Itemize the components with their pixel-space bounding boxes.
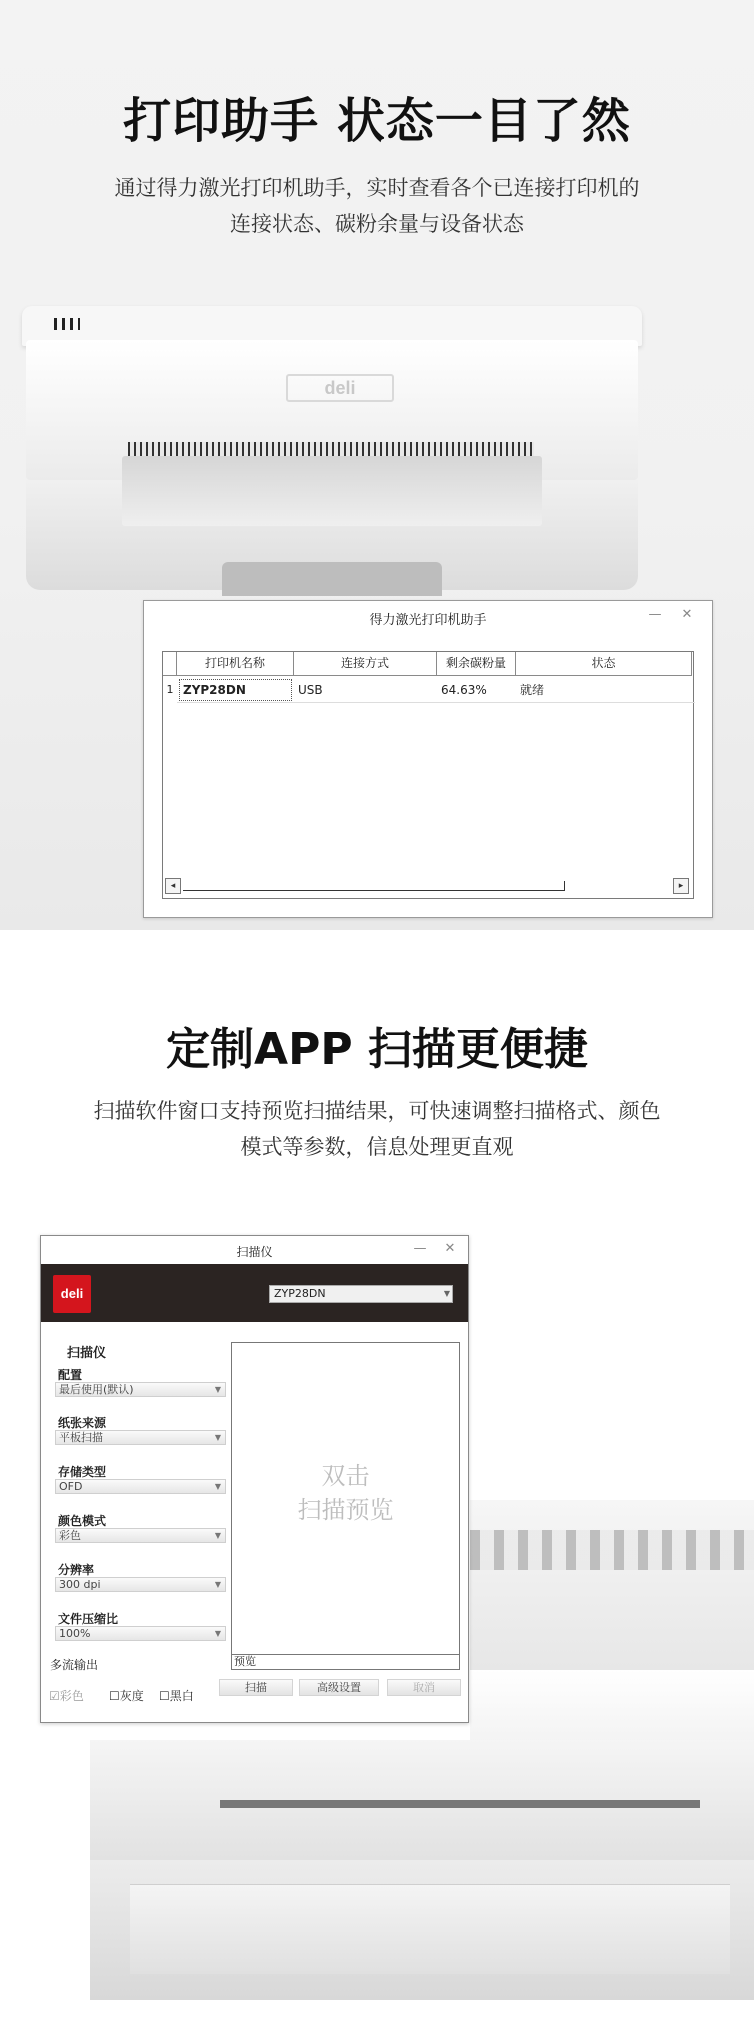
device-select[interactable]	[269, 1285, 453, 1303]
column-header-printer-name[interactable]: 打印机名称	[177, 652, 294, 676]
section2-heading: 定制APP 扫描更便捷	[166, 1024, 588, 1075]
device-select-value: ZYP28DN	[274, 1287, 326, 1300]
label-compression: 文件压缩比	[58, 1612, 119, 1626]
chevron-down-icon: ▼	[214, 1580, 222, 1589]
select-config-value: 最后使用(默认)	[59, 1383, 134, 1396]
checkbox-checked-icon: ☑	[49, 1689, 60, 1703]
select-color-mode-value: 彩色	[59, 1529, 81, 1542]
section1-subtitle-line1: 通过得力激光打印机助手，实时查看各个已连接打印机的	[114, 176, 640, 200]
multi-stream-label: 多流输出	[50, 1658, 99, 1672]
preview-hint-line2: 扫描预览	[297, 1496, 394, 1524]
select-paper-source[interactable]	[55, 1430, 226, 1445]
chevron-down-icon: ▼	[214, 1482, 222, 1491]
section2-subtitle-line2: 模式等参数，信息处理更直观	[240, 1135, 514, 1159]
printer-assistant-window	[143, 600, 713, 918]
scanner-window-title: 扫描仪	[236, 1245, 273, 1259]
minimize-button[interactable]: —	[648, 607, 662, 622]
printer-output-slot	[128, 442, 534, 456]
section2-subtitle	[40, 1093, 714, 1165]
select-compression[interactable]	[55, 1626, 226, 1641]
select-storage-type-value: OFD	[59, 1480, 83, 1493]
cell-connection[interactable]: USB	[298, 683, 323, 697]
printer2-scanner-bed	[470, 1500, 754, 1680]
label-resolution: 分辨率	[58, 1563, 95, 1577]
printer-paper-tray	[222, 562, 442, 596]
cell-status[interactable]: 就绪	[520, 683, 545, 697]
column-header-status[interactable]: 状态	[516, 652, 692, 676]
printer2-front-door	[130, 1884, 730, 1974]
chevron-down-icon: ▼	[443, 1289, 450, 1298]
scanner-header-bar	[41, 1264, 468, 1322]
select-config[interactable]	[55, 1382, 226, 1397]
window-titlebar	[144, 601, 712, 631]
printer-image	[22, 306, 642, 596]
preview-label: 预览	[231, 1654, 460, 1670]
close-button[interactable]: ✕	[681, 607, 693, 622]
checkbox-color-label: 彩色	[59, 1689, 84, 1703]
select-resolution-value: 300 dpi	[59, 1578, 101, 1591]
chevron-down-icon: ▼	[214, 1433, 222, 1442]
chevron-down-icon: ▼	[214, 1531, 222, 1540]
select-storage-type[interactable]	[55, 1479, 226, 1494]
horizontal-scrollbar[interactable]	[165, 878, 691, 894]
label-paper-source: 纸张来源	[58, 1416, 107, 1430]
cell-printer-name[interactable]: ZYP28DN	[183, 683, 246, 697]
select-compression-value: 100%	[59, 1627, 91, 1640]
section2-subtitle-line1: 扫描软件窗口支持预览扫描结果，可快速调整扫描格式、颜色	[93, 1099, 661, 1123]
table-corner-header	[163, 652, 177, 676]
checkbox-bw[interactable]	[159, 1687, 194, 1704]
close-button[interactable]: ✕	[444, 1241, 456, 1256]
scroll-right-arrow-icon[interactable]: ▸	[673, 878, 689, 894]
scroll-left-arrow-icon[interactable]: ◂	[165, 878, 181, 894]
checkbox-gray[interactable]	[109, 1687, 144, 1704]
checkbox-gray-label: 灰度	[119, 1689, 144, 1703]
label-color-mode: 颜色模式	[58, 1514, 107, 1528]
select-resolution[interactable]	[55, 1577, 226, 1592]
checkbox-bw-label: 黑白	[169, 1689, 194, 1703]
checkbox-unchecked-icon: ☐	[109, 1689, 120, 1703]
scanner-window	[40, 1235, 469, 1723]
section1-subtitle-line2: 连接状态、碳粉余量与设备状态	[230, 212, 524, 236]
select-color-mode[interactable]	[55, 1528, 226, 1543]
cell-toner[interactable]: 64.63%	[441, 683, 487, 697]
settings-section-title: 扫描仪	[67, 1346, 107, 1361]
column-header-connection[interactable]: 连接方式	[294, 652, 437, 676]
printer-vent	[54, 318, 80, 330]
section1-heading: 打印助手 状态一目了然	[123, 93, 631, 149]
column-header-toner[interactable]: 剩余碳粉量	[437, 652, 516, 676]
printer-list-table	[162, 651, 694, 899]
checkbox-color[interactable]	[49, 1687, 84, 1704]
checkbox-unchecked-icon: ☐	[159, 1689, 170, 1703]
row-divider	[177, 702, 695, 703]
window-title: 得力激光打印机助手	[369, 613, 487, 628]
scan-button[interactable]: 扫描	[219, 1679, 293, 1696]
chevron-down-icon: ▼	[214, 1385, 222, 1394]
preview-hint	[232, 1459, 459, 1527]
printer-tray	[122, 456, 542, 526]
preview-hint-line1: 双击	[321, 1462, 370, 1490]
scrollbar-thumb[interactable]	[183, 881, 565, 891]
minimize-button[interactable]: —	[413, 1241, 427, 1256]
label-config: 配置	[58, 1368, 83, 1382]
advanced-settings-button[interactable]: 高级设置	[299, 1679, 379, 1696]
printer-logo: deli	[286, 374, 394, 402]
section1-subtitle	[60, 170, 694, 242]
select-paper-source-value: 平板扫描	[59, 1431, 103, 1444]
scan-preview-area[interactable]	[231, 1342, 460, 1664]
printer2-rollers	[470, 1530, 754, 1570]
cancel-button[interactable]: 取消	[387, 1679, 461, 1696]
row-index: 1	[166, 683, 174, 696]
label-storage-type: 存储类型	[58, 1465, 107, 1479]
deli-logo: deli	[53, 1275, 91, 1313]
chevron-down-icon: ▼	[214, 1629, 222, 1638]
printer2-output-slot	[220, 1800, 700, 1808]
